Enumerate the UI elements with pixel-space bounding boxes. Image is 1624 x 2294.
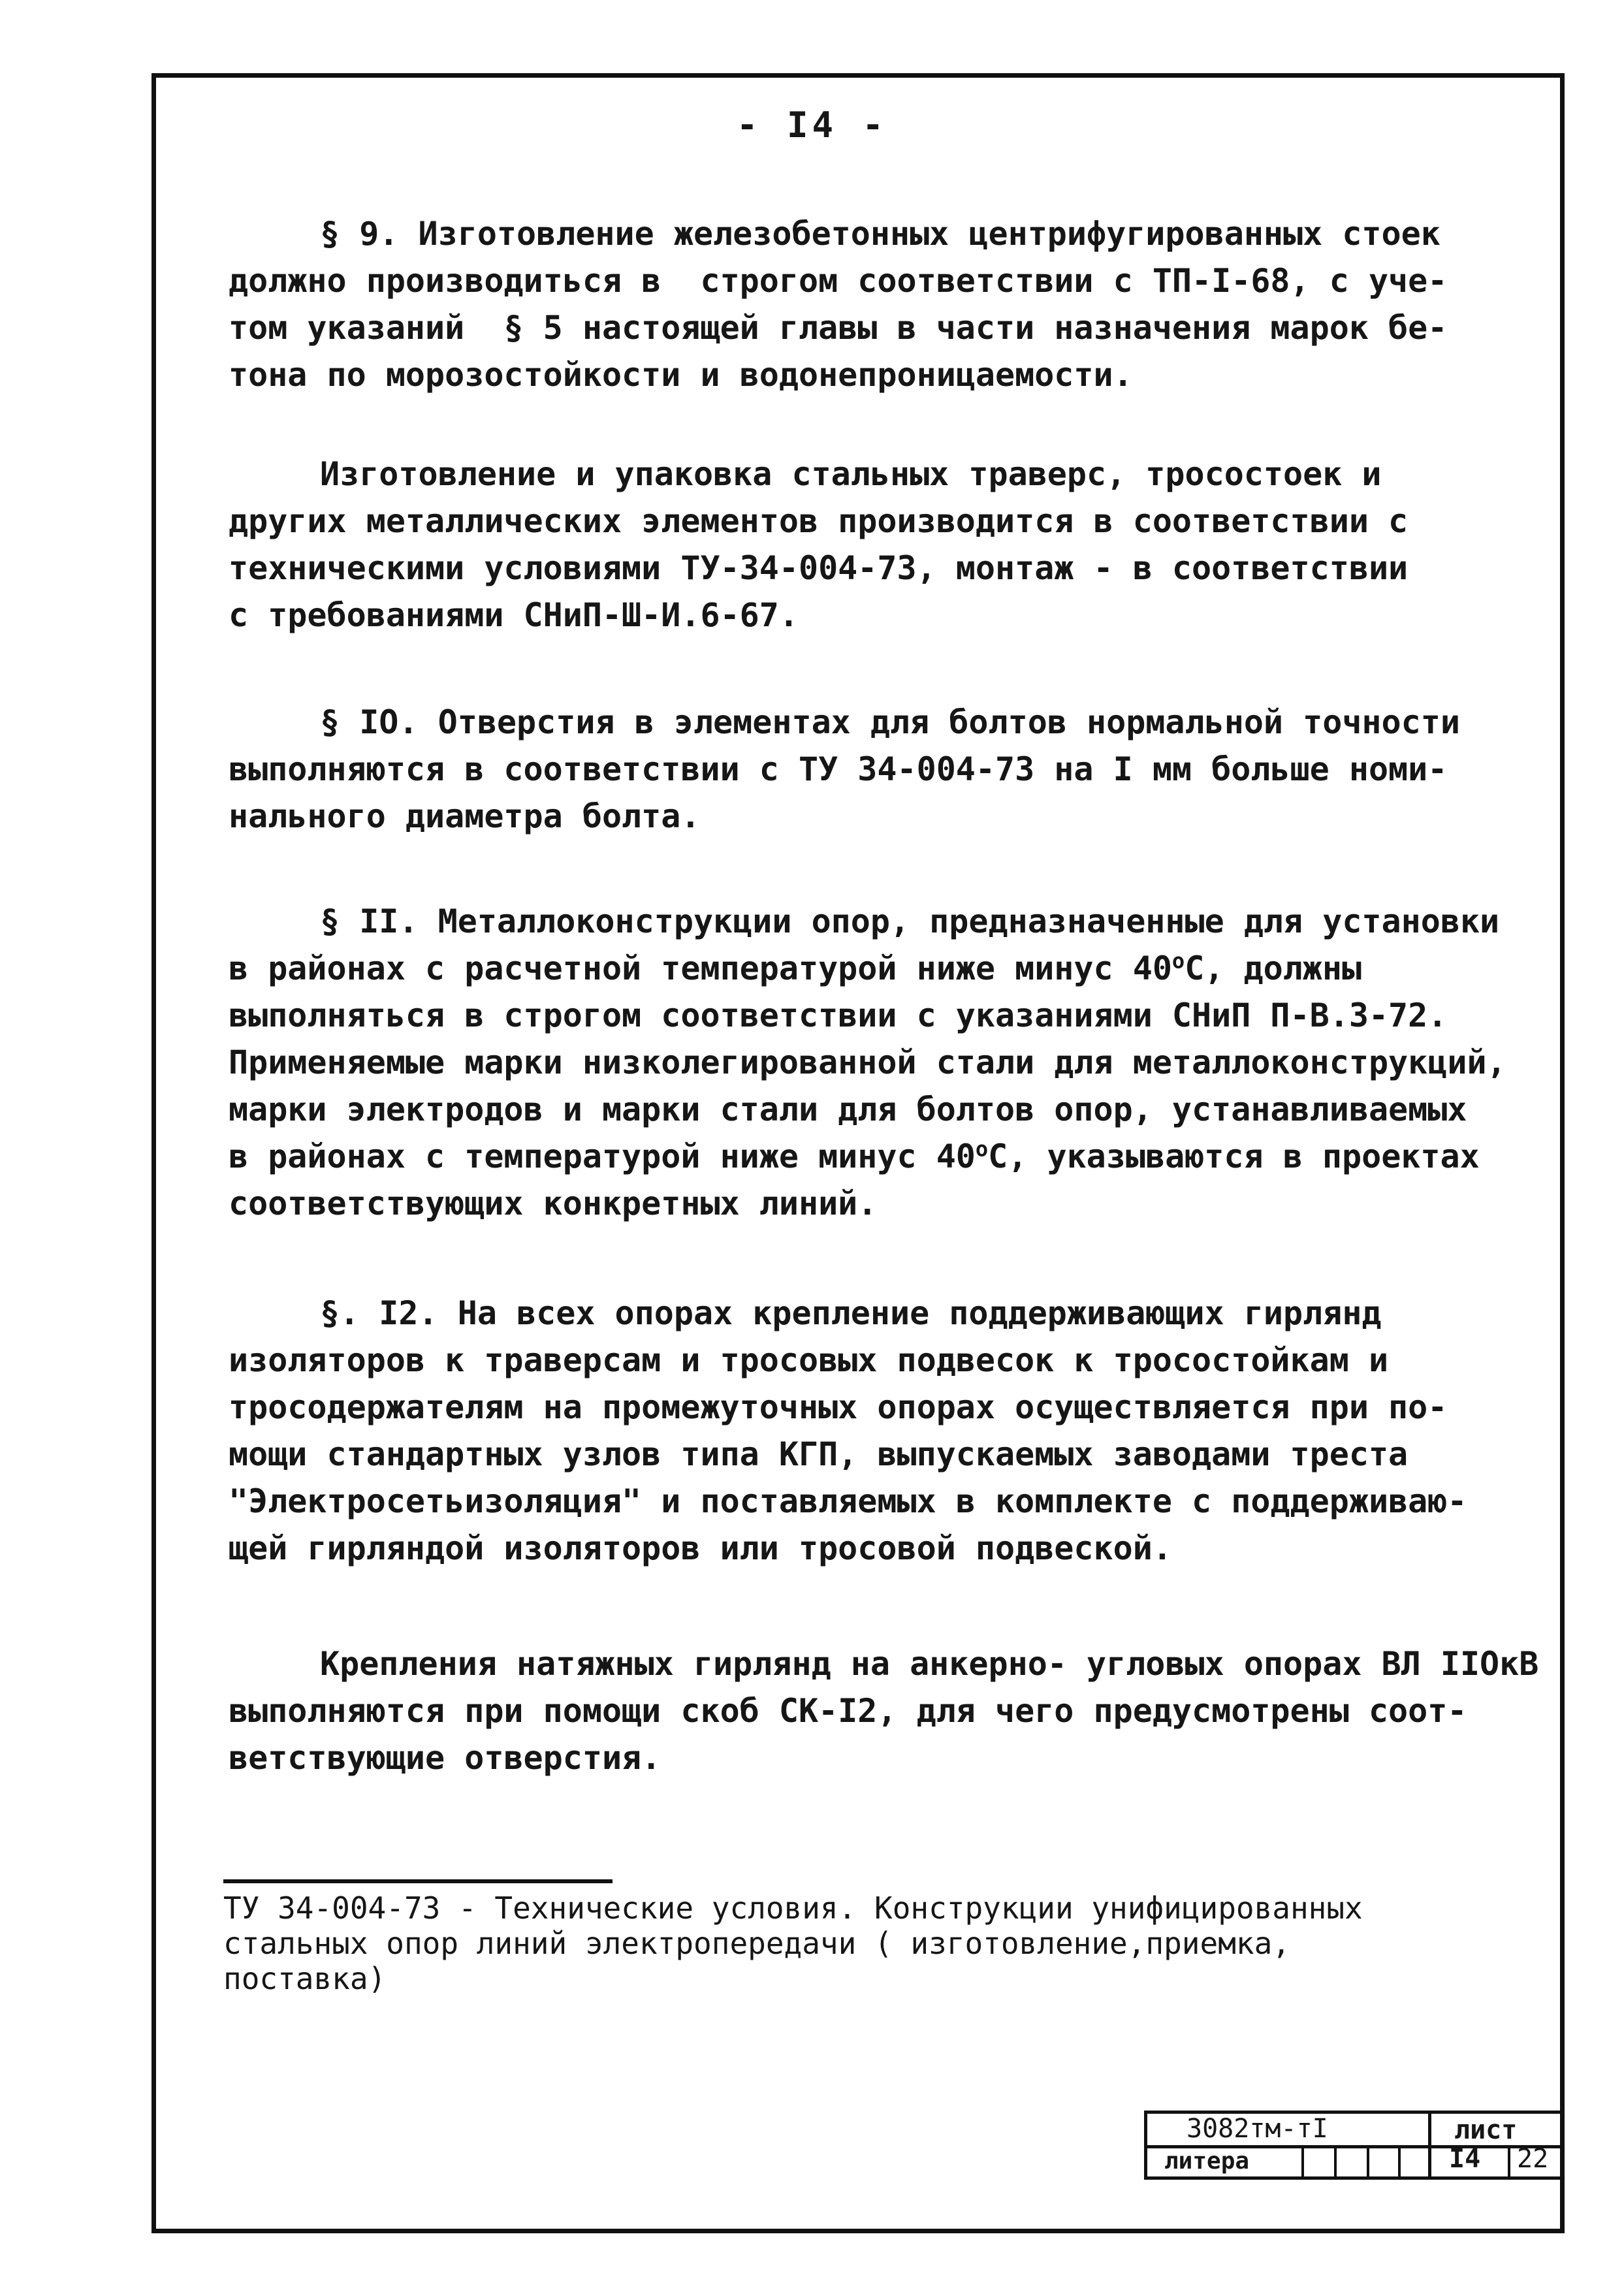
paragraph-line: нального диаметра болта. (229, 797, 701, 835)
paragraph-line: тросодержателям на промежуточных опорах осуществляется при по- (229, 1388, 1448, 1426)
paragraph-line: § II. Металлоконструкции опор, предназначенные для установки (320, 902, 1500, 940)
paragraph-4 (229, 898, 1528, 1227)
sheet-number: I4 (1449, 2144, 1481, 2174)
paragraph-line: должно производиться в строгом соответствии с ТП-I-68, с уче- (229, 262, 1448, 300)
paragraph-line: техническими условиями ТУ-34-004-73, монтаж - в соответствии (229, 549, 1409, 587)
paragraph-5 (229, 1290, 1528, 1572)
degree-sign: о (1171, 948, 1185, 974)
footnote-line: поставка) (223, 1961, 387, 1996)
stamp-cell-divider (1334, 2145, 1337, 2178)
paragraph-line: Применяемые марки низколегированной стали для металлоконструкций, (229, 1043, 1506, 1081)
document-code: 3082тм-тI (1186, 2114, 1328, 2144)
paragraph-line: марки электродов и марки стали для болтов опор, устанавливаемых (229, 1091, 1467, 1128)
title-block-stamp (1144, 2111, 1565, 2180)
paragraph-line: ветствующие отверстия. (229, 1739, 661, 1777)
paragraph-line: выполняются в соответствии с ТУ 34-004-73 на I мм больше номи- (229, 750, 1448, 788)
paragraph-6 (229, 1640, 1539, 1781)
paragraph-line: соответствующих конкретных линий. (229, 1185, 878, 1222)
litera-label: литера (1164, 2148, 1250, 2175)
paragraph-line: выполняться в строгом соответствии с указаниями СНиП П-В.3-72. (229, 996, 1448, 1034)
stamp-cell-divider (1367, 2145, 1369, 2178)
stamp-cell-divider (1398, 2145, 1401, 2178)
paragraph-line: "Электросетьизоляция" и поставляемых в комплекте с поддерживаю- (229, 1482, 1467, 1520)
sheet-total: 22 (1517, 2144, 1549, 2174)
sheet-label: лист (1454, 2115, 1518, 2145)
paragraph-line: § 9. Изготовление железобетонных центрифугированных стоек (320, 215, 1441, 253)
paragraph-line: том указаний § 5 настоящей главы в части назначения марок бе- (229, 309, 1448, 347)
paragraph-line: Изготовление и упаковка стальных траверс, тросостоек и (320, 455, 1382, 493)
paragraph-line: в районах с расчетной температурой ниже минус 40 (229, 949, 1172, 987)
paragraph-line: тона по морозостойкости и водонепроницаемости. (229, 356, 1133, 394)
page-number: - I4 - (736, 104, 888, 146)
paragraph-line: других металлических элементов производится в соответствии с (229, 502, 1409, 540)
degree-sign: о (975, 1136, 989, 1162)
footnote-line: ТУ 34-004-73 - Технические условия. Конструкции унифицированных (223, 1890, 1363, 1926)
paragraph-line: § IO. Отверстия в элементах для болтов нормальной точности (320, 703, 1460, 741)
paragraph-line: с требованиями СНиП-Ш-И.6-67. (229, 596, 799, 634)
paragraph-line: в районах с температурой ниже минус 40 (229, 1138, 976, 1175)
paragraph-1 (229, 210, 1528, 398)
stamp-cell-divider (1508, 2145, 1510, 2178)
stamp-cell-divider (1301, 2145, 1304, 2178)
paragraph-line-tail: С, указываются в проектах (988, 1138, 1480, 1175)
footnote-line: стальных опор линий электропередачи ( изготовление,приемка, (223, 1926, 1290, 1961)
paragraph-3 (229, 699, 1528, 840)
paragraph-line: §. I2. На всех опорах крепление поддерживающих гирлянд (320, 1294, 1382, 1332)
paragraph-2 (229, 451, 1528, 639)
footnote-rule (223, 1879, 613, 1883)
paragraph-line-tail: С, должны (1185, 949, 1362, 987)
paragraph-line: щей гирляндой изоляторов или тросовой подвеской. (229, 1529, 1172, 1567)
paragraph-line: мощи стандартных узлов типа КГП, выпускаемых заводами треста (229, 1435, 1409, 1473)
paragraph-line: изоляторов к траверсам и тросовых подвесок к тросостойкам и (229, 1341, 1389, 1379)
footnote (223, 1890, 1529, 1996)
paragraph-line: выполняются при помощи скоб СК-I2, для чего предусмотрены соот- (229, 1692, 1467, 1730)
paragraph-line: Крепления натяжных гирлянд на анкерно- угловых опорах ВЛ IIOкВ (320, 1645, 1539, 1683)
